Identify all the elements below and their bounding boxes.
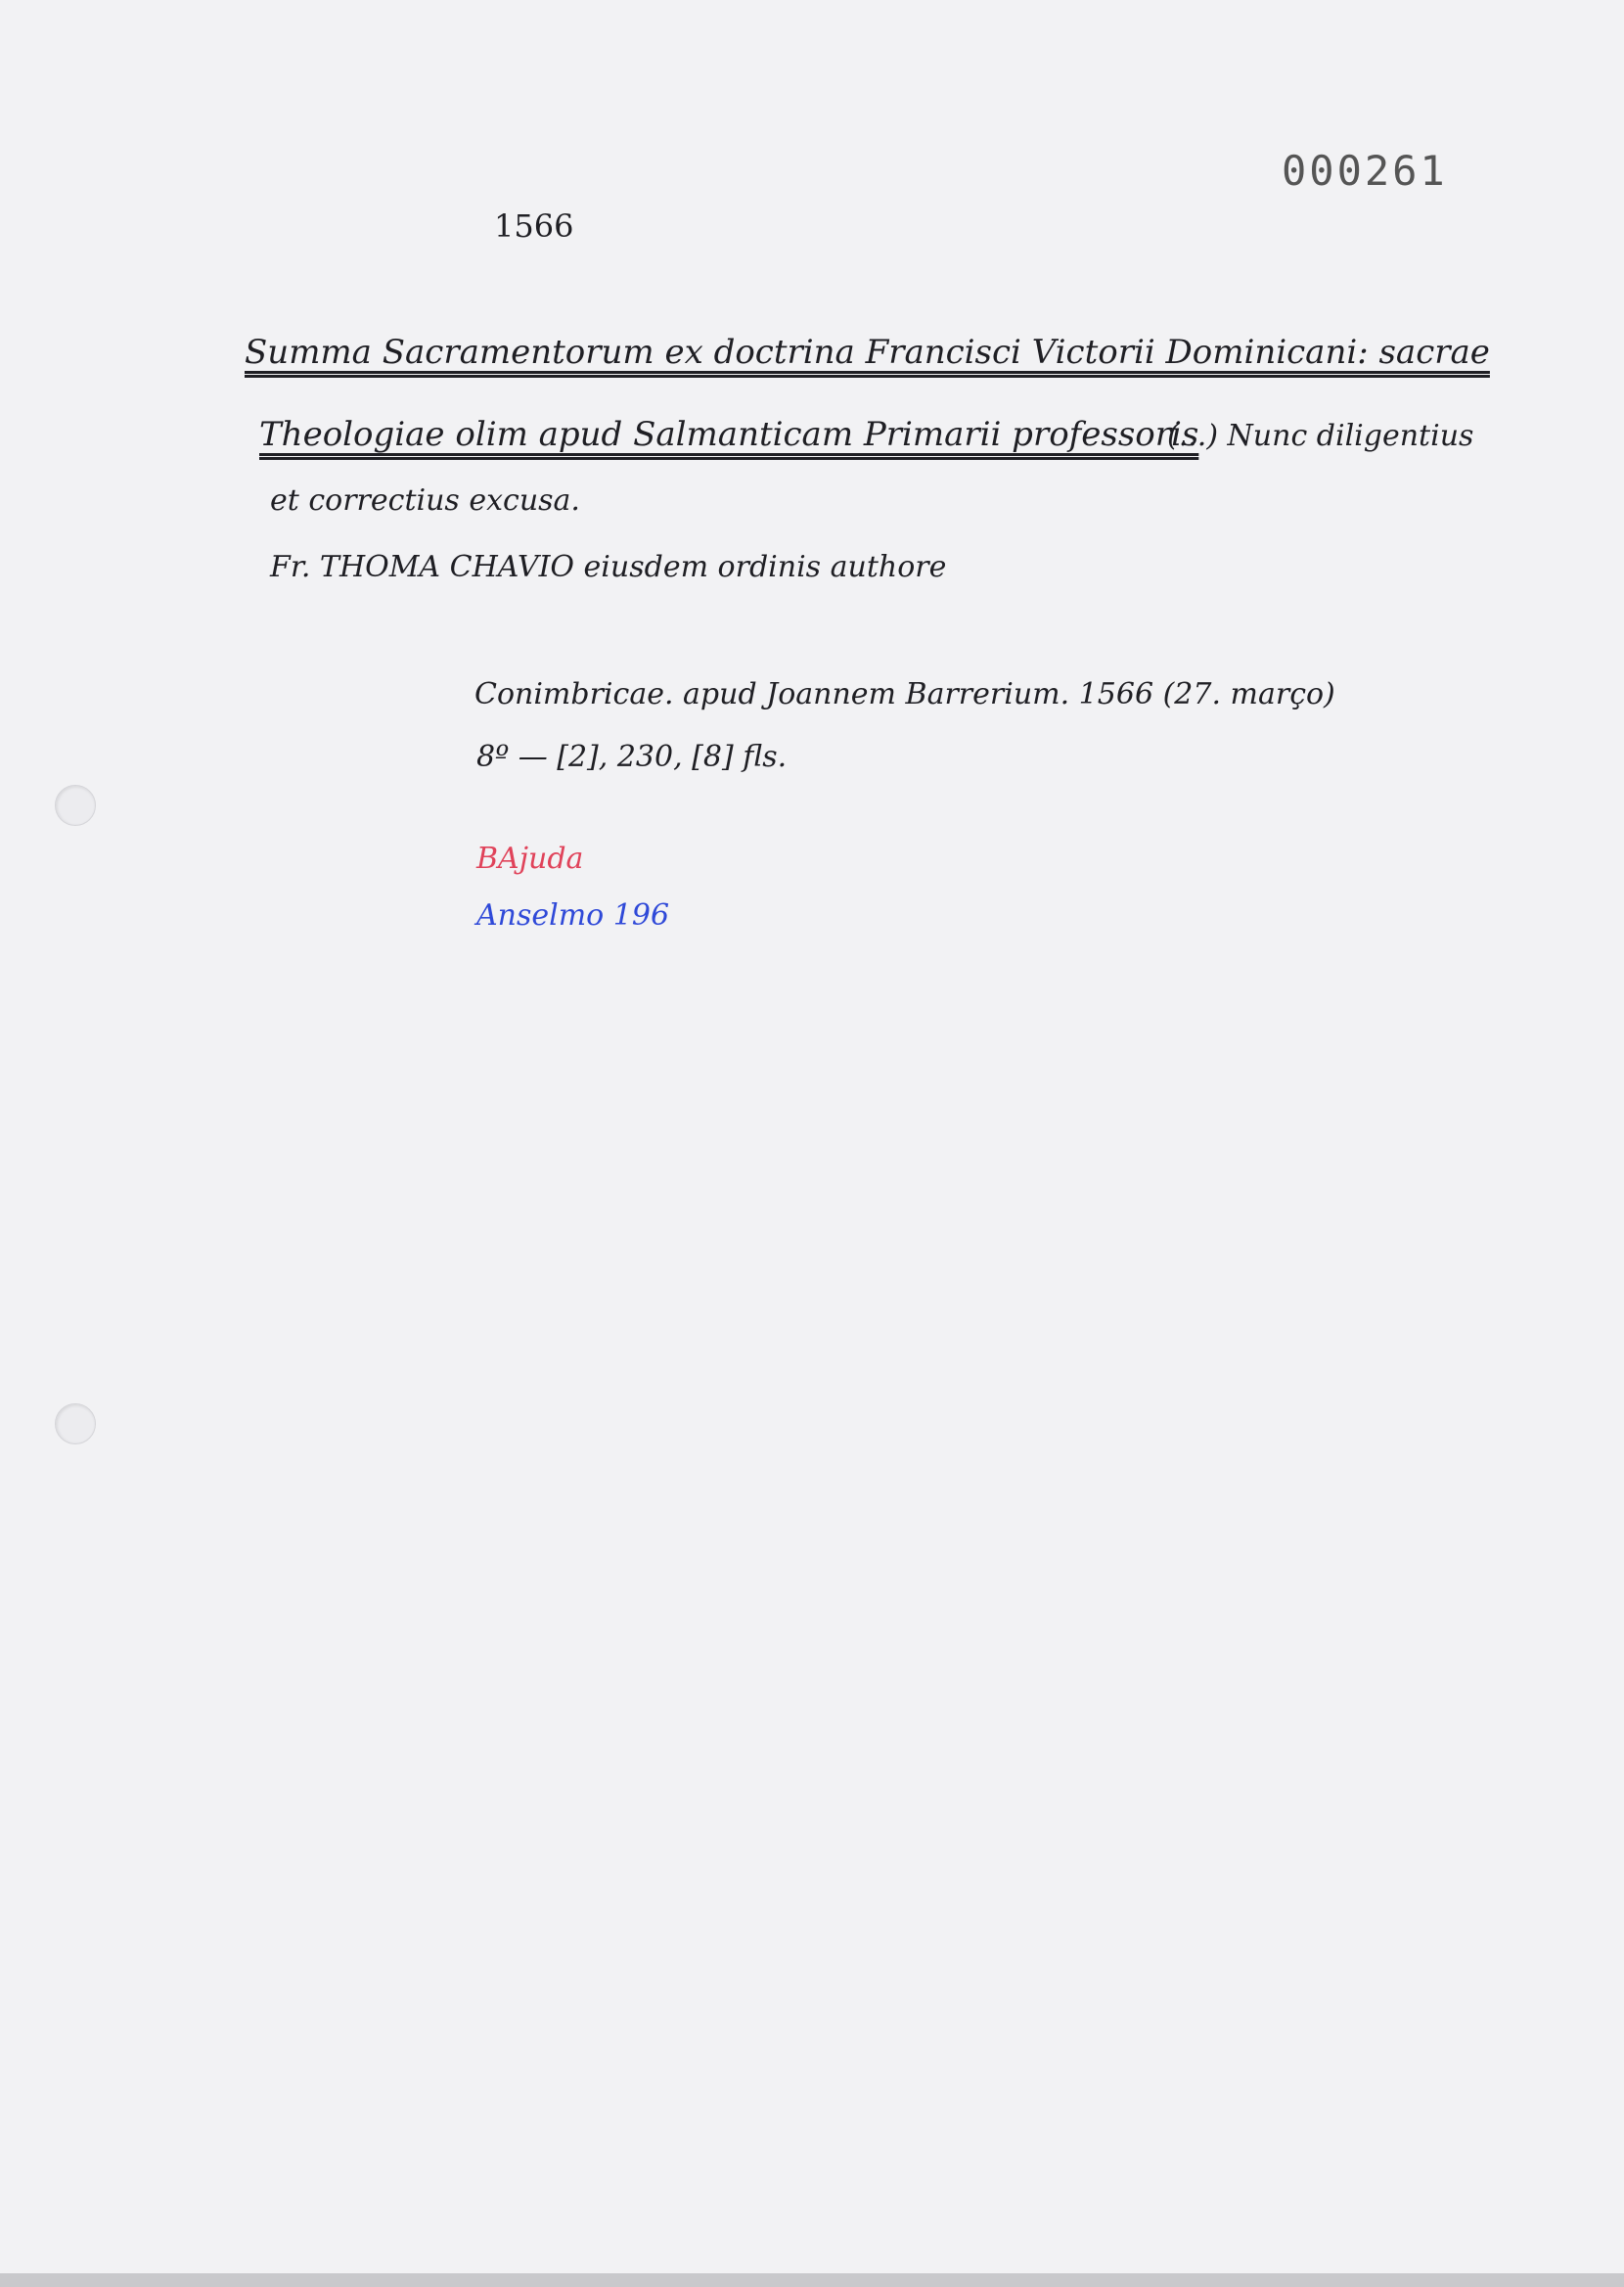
library-holding-red: BAjuda bbox=[476, 842, 584, 876]
punch-hole-icon bbox=[55, 785, 96, 826]
page-bottom-edge bbox=[0, 2273, 1624, 2287]
title-line-2-rest: (...) Nunc diligentius bbox=[1167, 419, 1474, 453]
punch-hole-icon bbox=[55, 1403, 96, 1444]
record-number: 000261 bbox=[1282, 147, 1448, 195]
title-line-1: Summa Sacramentorum ex doctrina Francisci Victorii Dominicani: sacrae bbox=[245, 333, 1490, 372]
collation: 8º — [2], 230, [8] fls. bbox=[476, 740, 788, 774]
library-holding-blue: Anselmo 196 bbox=[476, 898, 670, 933]
publication-year: 1566 bbox=[494, 207, 574, 245]
author-line: Fr. THOMA CHAVIO eiusdem ordinis authore bbox=[270, 550, 947, 584]
imprint: Conimbricae. apud Joannem Barrerium. 1566 (27. março) bbox=[474, 677, 1335, 711]
title-line-2-underlined: Theologiae olim apud Salmanticam Primarii professoris bbox=[259, 415, 1199, 454]
title-line-3: et correctius excusa. bbox=[270, 483, 580, 518]
